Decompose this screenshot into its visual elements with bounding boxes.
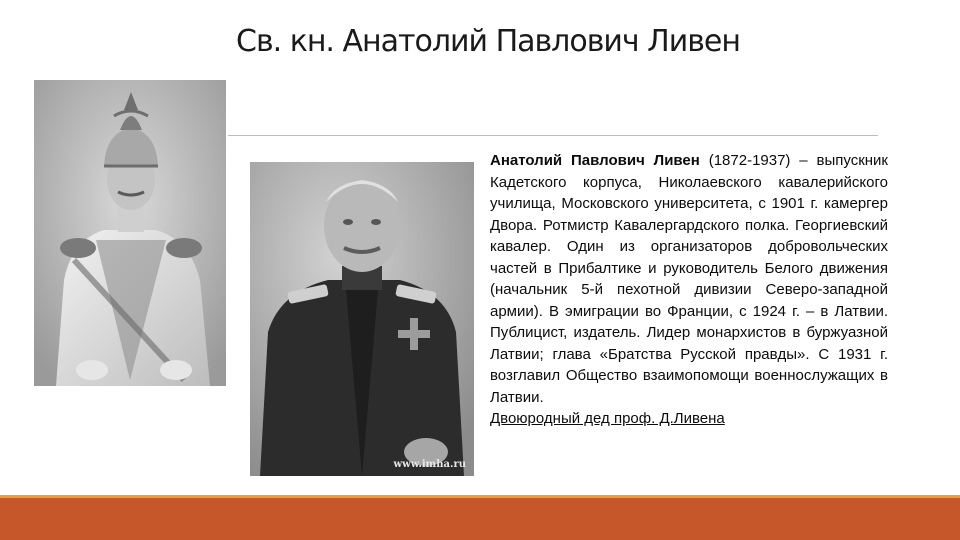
bio-name: Анатолий Павлович Ливен xyxy=(490,152,700,169)
bio-note: Двоюродный дед проф. Д.Ливена xyxy=(490,410,725,427)
slide-title: Св. кн. Анатолий Павлович Ливен xyxy=(236,24,740,59)
bio-body: (1872-1937) – выпускник Кадетского корпуса, Николаевского кавалерийского училища, Московского университета, с 1901 г. камергер Двора. Ротмистр Кавалергардского полка. Георгиевский кавалер. Один из организаторов добровольческих частей в Прибалтике и руководитель Белого движения (начальник 5-й пехотной дивизии Северо-западной армии). В эмиграции во Франции, с 1924 г. – в Латвии. Публицист, издатель. Лидер монархистов в буржуазной Латвии; глава «Братства Русской правды». С 1931 г. возглавил Общество взаимопомощи военнослужащих в Латвии. xyxy=(490,152,888,406)
portrait-photo-cavalry-guard xyxy=(34,80,226,386)
title-divider xyxy=(228,135,878,136)
photo-watermark: www.imha.ru xyxy=(393,459,466,470)
portrait-photo-officer xyxy=(250,162,474,476)
biography-text xyxy=(490,150,888,430)
footer-bar xyxy=(0,498,960,540)
